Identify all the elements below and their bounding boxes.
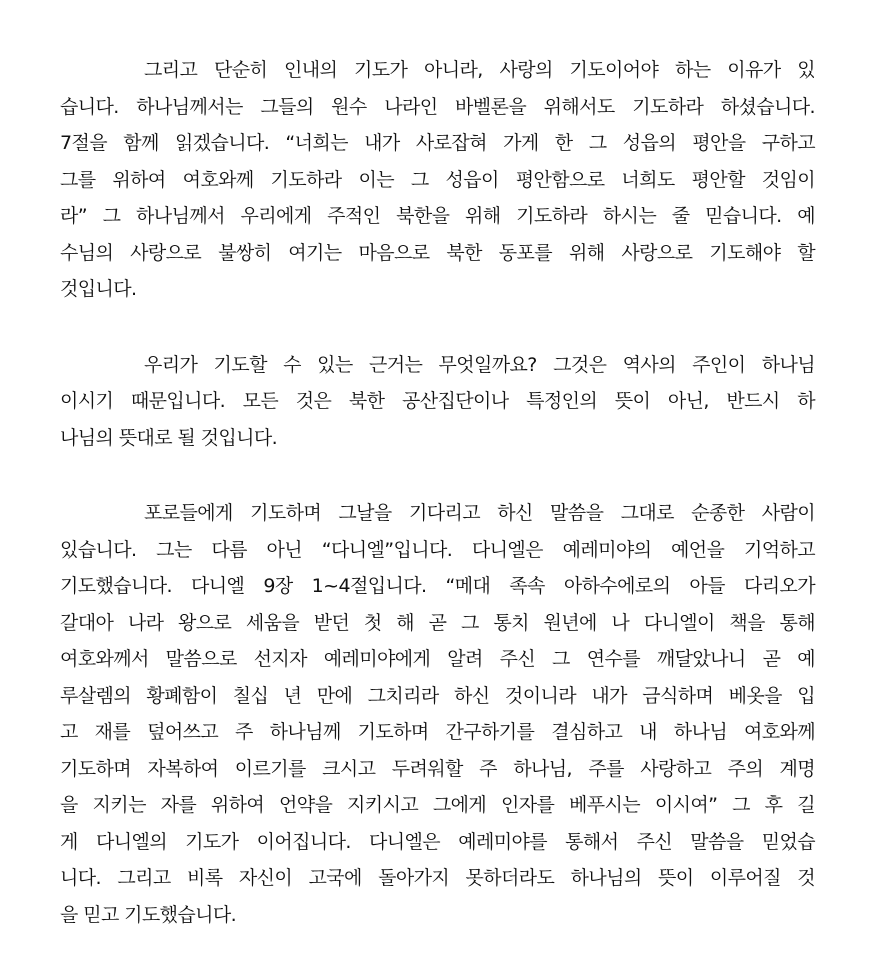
text-line: 라” 그 하나님께서 우리에게 주적인 북한을 위해 기도하라 하시는 줄 믿습니다. 예 — [60, 205, 815, 227]
text-line: 7절을 함께 읽겠습니다. “너희는 내가 사로잡혀 가게 한 그 성읍의 평안을 구하고 — [60, 132, 815, 154]
text-line: 습니다. 하나님께서는 그들의 원수 나라인 바벨론을 위해서도 기도하라 하셨습니다. — [60, 95, 815, 118]
text-line: 기도했습니다. 다니엘 9장 1~4절입니다. “메대 족속 아하수에로의 아들 다리오가 — [60, 575, 815, 597]
text-line: 여호와께서 말씀으로 선지자 예레미야에게 알려 주신 그 연수를 깨달았나니 곧 예 — [60, 648, 815, 670]
text-line: 게 다니엘의 기도가 이어집니다. 다니엘은 예레미야를 통해서 주신 말씀을 믿었습 — [60, 830, 815, 853]
text-line: 우리가 기도할 수 있는 근거는 무엇일까요? 그것은 역사의 주인이 하나님 — [144, 353, 815, 376]
text-line: 을 지키는 자를 위하여 언약을 지키시고 그에게 인자를 베푸시는 이시여” 그 후 길 — [60, 794, 815, 816]
text-line: 갈대아 나라 왕으로 세움을 받던 첫 해 곧 그 통치 원년에 나 다니엘이 책을 통해 — [60, 611, 815, 634]
text-line: 있습니다. 그는 다름 아닌 “다니엘”입니다. 다니엘은 예레미야의 예언을 기억하고 — [60, 538, 815, 561]
paragraph — [60, 347, 815, 457]
paragraph — [60, 495, 815, 933]
text-line: 니다. 그리고 비록 자신이 고국에 돌아가지 못하더라도 하나님의 뜻이 이루어질 것 — [60, 867, 815, 889]
paragraph — [60, 52, 815, 308]
text-line: 것입니다. — [60, 278, 137, 300]
text-line: 포로들에게 기도하며 그날을 기다리고 하신 말씀을 그대로 순종한 사람이 — [144, 502, 815, 524]
text-line: 루살렘의 황폐함이 칠십 년 만에 그치리라 하신 것이니라 내가 금식하며 베옷을 입 — [60, 684, 815, 707]
text-line: 그를 위하여 여호와께 기도하라 이는 그 성읍이 평안함으로 너희도 평안할 것임이 — [60, 168, 815, 191]
document-body — [60, 52, 815, 972]
text-line: 수님의 사랑으로 불쌍히 여기는 마음으로 북한 동포를 위해 사랑으로 기도해야 할 — [60, 241, 815, 264]
text-line: 이시기 때문입니다. 모든 것은 북한 공산집단이나 특정인의 뜻이 아닌, 반드시 하 — [60, 390, 815, 412]
text-line: 을 믿고 기도했습니다. — [60, 903, 237, 926]
text-line: 기도하며 자복하여 이르기를 크시고 두려워할 주 하나님, 주를 사랑하고 주의 계명 — [60, 757, 815, 780]
text-line: 고 재를 덮어쓰고 주 하나님께 기도하며 간구하기를 결심하고 내 하나님 여호와께 — [60, 721, 815, 743]
text-line: 그리고 단순히 인내의 기도가 아니라, 사랑의 기도이어야 하는 이유가 있 — [144, 59, 815, 81]
text-line: 나님의 뜻대로 될 것입니다. — [60, 426, 278, 449]
